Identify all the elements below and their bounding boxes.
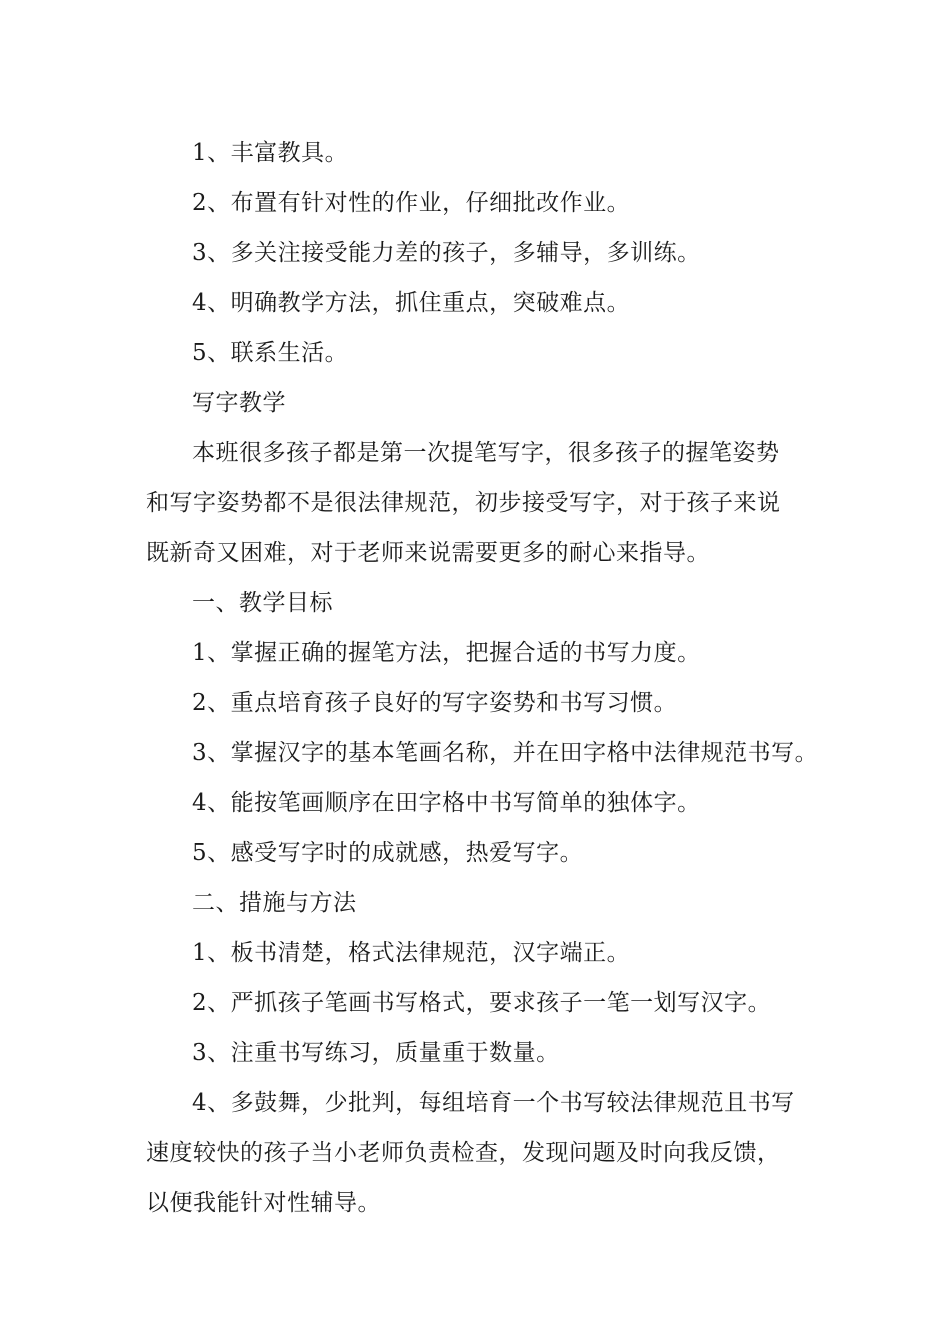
section-heading: 二、措施与方法 — [192, 890, 357, 916]
paragraph-line: 速度较快的孩子当小老师负责检查，发现问题及时向我反馈， — [146, 1140, 781, 1166]
section-heading: 一、教学目标 — [192, 590, 333, 616]
paragraph-line: 本班很多孩子都是第一次提笔写字，很多孩子的握笔姿势 — [192, 440, 780, 466]
list-item: 4、能按笔画顺序在田字格中书写简单的独体字。 — [192, 790, 701, 816]
paragraph-line: 和写字姿势都不是很法律规范，初步接受写字，对于孩子来说 — [146, 490, 781, 516]
section-heading: 写字教学 — [192, 390, 286, 416]
list-item: 2、严抓孩子笔画书写格式，要求孩子一笔一划写汉字。 — [192, 990, 772, 1016]
document-body — [146, 128, 826, 1228]
list-item: 1、板书清楚，格式法律规范，汉字端正。 — [192, 940, 631, 966]
paragraph-line: 以便我能针对性辅导。 — [146, 1190, 381, 1216]
list-item: 4、明确教学方法，抓住重点，突破难点。 — [192, 290, 631, 316]
paragraph-line: 既新奇又困难，对于老师来说需要更多的耐心来指导。 — [146, 540, 710, 566]
list-item: 5、联系生活。 — [192, 340, 349, 366]
list-item: 3、掌握汉字的基本笔画名称，并在田字格中法律规范书写。 — [192, 740, 819, 766]
list-item: 2、布置有针对性的作业，仔细批改作业。 — [192, 190, 631, 216]
list-item: 4、多鼓舞，少批判，每组培育一个书写较法律规范且书写 — [192, 1090, 795, 1116]
list-item: 1、丰富教具。 — [192, 140, 349, 166]
list-item: 1、掌握正确的握笔方法，把握合适的书写力度。 — [192, 640, 701, 666]
list-item: 3、注重书写练习，质量重于数量。 — [192, 1040, 560, 1066]
list-item: 2、重点培育孩子良好的写字姿势和书写习惯。 — [192, 690, 678, 716]
list-item: 5、感受写字时的成就感，热爱写字。 — [192, 840, 584, 866]
list-item: 3、多关注接受能力差的孩子，多辅导，多训练。 — [192, 240, 701, 266]
